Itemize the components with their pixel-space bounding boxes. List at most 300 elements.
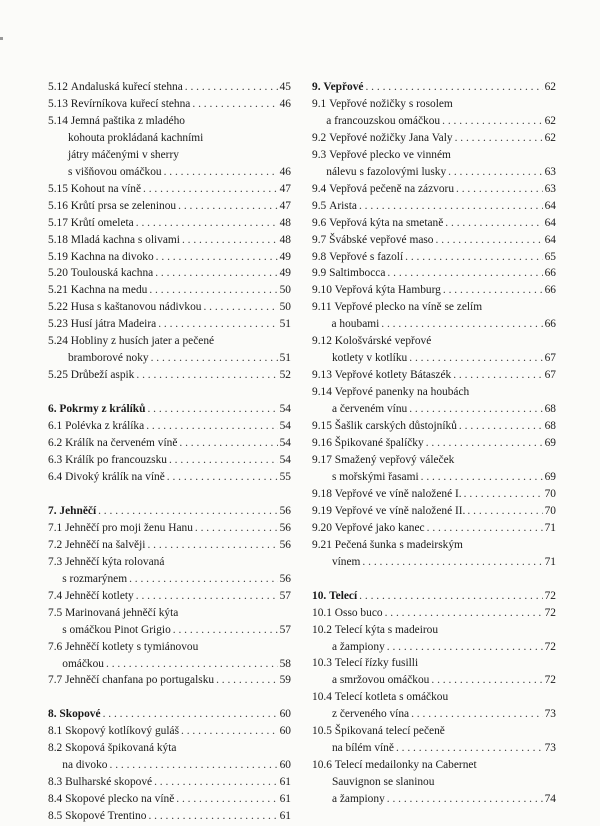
toc-entry: [48, 723, 291, 740]
toc-line: [48, 554, 291, 571]
toc-title: Jehněčí kýta rolovaná: [65, 555, 165, 568]
page-number: 49: [279, 250, 291, 263]
toc-title: Pečená šunka s madeirským: [334, 538, 463, 551]
toc-number: 7.: [48, 504, 57, 517]
toc-title: Saltimbocca: [329, 267, 386, 280]
page-number: 61: [279, 793, 291, 806]
toc-title: Švábské vepřové maso: [329, 233, 434, 246]
toc-title: Vepřová kýta Hamburg: [334, 284, 441, 297]
dot-leader: [436, 232, 543, 249]
toc-title: Krůtí omeleta: [70, 216, 134, 229]
page-number: 67: [544, 369, 556, 382]
toc-line-with-page: [312, 367, 556, 384]
toc-line-with-page: [48, 249, 291, 266]
toc-line-with-page: [312, 503, 556, 520]
dot-leader: [448, 164, 542, 181]
toc-number: 9.12: [312, 335, 332, 348]
toc-title: Jemná paštika z mladého: [70, 114, 185, 127]
toc-number: 10.: [312, 589, 327, 602]
dot-leader: [387, 791, 543, 808]
page-number: 61: [279, 776, 291, 789]
page-number: 46: [279, 165, 291, 178]
dot-leader: [381, 316, 542, 333]
dot-leader: [181, 723, 278, 740]
toc-line-with-page: [48, 452, 291, 469]
toc-title: Osso buco: [334, 606, 383, 619]
toc-line-with-page: [48, 198, 291, 215]
page-number: 56: [279, 572, 291, 585]
toc-entry: [312, 689, 556, 723]
page-number: 47: [279, 199, 291, 212]
dot-leader: [136, 367, 277, 384]
toc-number: 9.5: [312, 199, 327, 212]
page-number: 50: [279, 301, 291, 314]
toc-number: 7.6: [48, 640, 63, 653]
dot-leader: [411, 706, 543, 723]
dot-leader: [185, 79, 278, 96]
toc-title: Vepřové ve víně naložené I.: [334, 487, 462, 500]
page-number: 48: [279, 233, 291, 246]
toc-title: Jehněčí kotlety: [65, 589, 134, 602]
toc-number: 7.3: [48, 555, 63, 568]
toc-number: 5.20: [48, 267, 68, 280]
page-number: 66: [544, 284, 556, 297]
toc-line: [48, 333, 291, 350]
page-number: 72: [544, 606, 556, 619]
toc-entry: [48, 452, 291, 469]
toc-line-with-page: [312, 198, 556, 215]
toc-section: [312, 79, 556, 96]
toc-entry: [312, 418, 556, 435]
toc-entry: [48, 435, 291, 452]
dot-leader: [455, 130, 543, 147]
toc-number: 8.1: [48, 725, 63, 738]
page-number: 66: [544, 318, 556, 331]
dot-leader: [151, 350, 278, 367]
dot-leader: [359, 198, 543, 215]
dot-leader: [106, 656, 278, 673]
toc-title: s višňovou omáčkou: [67, 165, 162, 178]
toc-title: Vepřová kýta na smetaně: [329, 216, 444, 229]
toc-title: Smažený vepřový váleček: [334, 453, 455, 466]
page-number: 70: [544, 504, 556, 517]
dot-leader: [426, 435, 543, 452]
toc-line: [312, 723, 556, 740]
toc-entry: [312, 503, 556, 520]
toc-title: Telecí: [329, 589, 358, 602]
toc-number: 5.14: [48, 114, 68, 127]
toc-entry: [48, 554, 291, 588]
toc-title: Revírníkova kuřecí stehna: [70, 97, 191, 110]
toc-right-column: [312, 79, 556, 808]
toc-number: 9.10: [312, 284, 332, 297]
toc-title: Vepřové jako kanec: [334, 521, 425, 534]
toc-line-with-page: [48, 774, 291, 791]
toc-number: 9.6: [312, 216, 327, 229]
toc-line-with-page: [312, 130, 556, 147]
toc-line-with-page: [312, 418, 556, 435]
toc-section: [312, 588, 556, 605]
toc-section: [48, 401, 291, 418]
dot-leader: [192, 96, 277, 113]
section-gap: [48, 384, 291, 401]
toc-number: 10.6: [312, 759, 332, 772]
toc-title: vínem: [331, 555, 361, 568]
toc-title: Kološvárské vepřové: [334, 335, 432, 348]
dot-leader: [421, 469, 543, 486]
toc-section: [48, 503, 291, 520]
toc-title: Arista: [329, 199, 357, 212]
section-gap: [312, 571, 556, 588]
toc-line-with-page: [48, 503, 291, 520]
toc-line-with-page: [312, 249, 556, 266]
toc-line: [48, 740, 291, 757]
toc-title: Vepřová pečeně na zázvoru: [329, 182, 455, 195]
page-number: 65: [544, 250, 556, 263]
page-number: 62: [544, 81, 556, 93]
toc-title: Bulharské skopové: [65, 776, 153, 789]
toc-entry: [48, 588, 291, 605]
toc-title: Špikované špalíčky: [334, 437, 424, 450]
toc-line-with-page: [312, 164, 556, 181]
page-number: 56: [279, 504, 291, 517]
toc-line-with-page: [48, 282, 291, 299]
toc-number: 5.17: [48, 216, 68, 229]
page-number: 71: [544, 521, 556, 534]
toc-entry: [312, 282, 556, 299]
dot-leader: [167, 469, 278, 486]
toc-title: Pokrmy z králíků: [59, 403, 146, 416]
dot-leader: [169, 452, 278, 469]
toc-title: Telecí řízky fusilli: [334, 657, 419, 670]
toc-line-with-page: [312, 181, 556, 198]
toc-line-with-page: [48, 723, 291, 740]
dot-leader: [443, 282, 543, 299]
page-number: 60: [279, 759, 291, 772]
toc-entry: [312, 367, 556, 384]
toc-number: 9.18: [312, 487, 332, 500]
toc-title: Vepřové plecko ve vinném: [329, 148, 451, 161]
toc-line-with-page: [312, 350, 556, 367]
page-number: 62: [544, 131, 556, 144]
toc-entry: [48, 333, 291, 367]
toc-number: 9.1: [312, 97, 327, 110]
toc-number: 5.23: [48, 318, 68, 331]
dot-leader: [359, 588, 542, 605]
dot-leader: [146, 418, 277, 435]
toc-section: [48, 706, 291, 723]
toc-title: a žampiony: [331, 640, 385, 653]
dot-leader: [409, 350, 542, 367]
toc-entry: [312, 537, 556, 571]
toc-entry: [48, 79, 291, 96]
toc-line-with-page: [312, 316, 556, 333]
toc-line-with-page: [48, 350, 291, 367]
toc-title: Jehněčí chanfana po portugalsku: [65, 674, 215, 687]
toc-line-with-page: [48, 418, 291, 435]
toc-line: [312, 537, 556, 554]
dot-leader: [154, 774, 278, 791]
page-number: 72: [544, 640, 556, 653]
dot-leader: [387, 265, 542, 282]
toc-entry: [48, 740, 291, 774]
page-number: 69: [544, 437, 556, 450]
page-number: 68: [544, 403, 556, 416]
toc-entry: [48, 639, 291, 673]
toc-entry: [312, 215, 556, 232]
toc-entry: [48, 808, 291, 825]
page-number: 63: [544, 165, 556, 178]
toc-title: a smržovou omáčkou: [331, 674, 430, 687]
toc-title: Skopové Trentino: [65, 810, 147, 823]
toc-title: s omáčkou Pinot Grigio: [62, 623, 171, 636]
toc-title: Králík na červeném víně: [65, 437, 178, 450]
toc-line-with-page: [312, 469, 556, 486]
toc-line: [312, 689, 556, 706]
toc-line-with-page: [48, 299, 291, 316]
toc-entry: [312, 486, 556, 503]
toc-line: játry máčenými v sherry: [67, 148, 179, 161]
toc-number: 9.8: [312, 250, 327, 263]
toc-title: kotlety v kotlíku: [331, 352, 408, 365]
page-number: 50: [279, 284, 291, 297]
dot-leader: [155, 265, 277, 282]
toc-entry: [48, 232, 291, 249]
toc-number: 9.20: [312, 521, 332, 534]
dot-leader: [387, 639, 543, 656]
dot-leader: [149, 282, 277, 299]
toc-number: 6.: [48, 403, 57, 416]
dot-leader: [103, 706, 278, 723]
toc-line-with-page: [312, 79, 556, 96]
toc-title: Krůtí prsa se zeleninou: [70, 199, 177, 212]
page-number: 60: [279, 725, 291, 738]
dot-leader: [179, 435, 277, 452]
toc-number: 5.21: [48, 284, 68, 297]
dot-leader: [442, 113, 542, 130]
dot-leader: [445, 215, 542, 232]
toc-number: 9.17: [312, 453, 332, 466]
page-number: 69: [544, 470, 556, 483]
page-number: 57: [279, 623, 291, 636]
page-number: 73: [544, 742, 556, 755]
toc-entry: [48, 265, 291, 282]
page-number: 54: [279, 454, 291, 467]
toc-number: 10.5: [312, 725, 332, 738]
toc-line-with-page: [48, 96, 291, 113]
toc-title: Vepřové nožičky s rosolem: [329, 97, 453, 110]
toc-line: [312, 757, 556, 774]
dot-leader: [362, 554, 542, 571]
toc-line-with-page: [48, 571, 291, 588]
toc-line: [312, 655, 556, 672]
toc-number: 5.18: [48, 233, 68, 246]
toc-line-with-page: [48, 672, 291, 689]
toc-entry: [312, 96, 556, 130]
toc-title: Toulouská kachna: [70, 267, 154, 280]
toc-line-with-page: [312, 605, 556, 622]
toc-line-with-page: [312, 435, 556, 452]
toc-title: Vepřové s fazolí: [329, 250, 404, 263]
toc-line-with-page: [312, 672, 556, 689]
toc-number: 9.16: [312, 437, 332, 450]
toc-line-with-page: [48, 469, 291, 486]
page-number: 58: [279, 657, 291, 670]
toc-number: 9.4: [312, 182, 327, 195]
toc-title: Špikovaná telecí pečeně: [334, 725, 445, 738]
toc-line: [312, 622, 556, 639]
toc-entry: [312, 299, 556, 333]
toc-title: Vepřové ve víně naložené II.: [334, 504, 466, 517]
dot-leader: [464, 486, 543, 503]
toc-line-with-page: [48, 215, 291, 232]
toc-line: [48, 605, 291, 622]
page-number: 68: [544, 420, 556, 433]
toc-entry: [48, 367, 291, 384]
toc-line: [48, 113, 291, 130]
toc-number: 9.13: [312, 369, 332, 382]
toc-entry: [312, 181, 556, 198]
toc-title: a houbami: [331, 318, 380, 331]
toc-entry: [48, 282, 291, 299]
toc-line-with-page: [48, 656, 291, 673]
page-number: 70: [544, 487, 556, 500]
toc-entry: [312, 605, 556, 622]
toc-title: Hobliny z husích jater a pečené: [70, 335, 215, 348]
toc-entry: [48, 774, 291, 791]
toc-line-with-page: [312, 639, 556, 656]
page-number: 63: [544, 182, 556, 195]
toc-number: 8.3: [48, 776, 63, 789]
dot-leader: [385, 605, 543, 622]
toc-number: 6.1: [48, 420, 63, 433]
toc-number: 8.2: [48, 742, 63, 755]
toc-line-with-page: [312, 486, 556, 503]
toc-entry: [48, 198, 291, 215]
toc-number: 9.2: [312, 131, 327, 144]
dot-leader: [182, 232, 278, 249]
dot-leader: [431, 672, 542, 689]
toc-title: Mladá kachna s olivami: [70, 233, 180, 246]
toc-entry: [48, 418, 291, 435]
toc-line: [312, 333, 556, 350]
toc-title: Skopové plecko na víně: [65, 793, 175, 806]
dot-leader: [405, 249, 542, 266]
toc-title: s rozmarýnem: [62, 572, 128, 585]
toc-line-with-page: [312, 520, 556, 537]
toc-number: 8.: [48, 708, 57, 721]
toc-entry: [312, 723, 556, 757]
page-number: 46: [279, 97, 291, 110]
toc-number: 9.: [312, 81, 321, 93]
toc-title: Divoký králík na víně: [65, 470, 165, 483]
toc-number: 6.2: [48, 437, 63, 450]
toc-entry: [312, 249, 556, 266]
page-number: 61: [279, 810, 291, 823]
toc-number: 7.7: [48, 674, 63, 687]
toc-entry: [48, 672, 291, 689]
dot-leader: [456, 181, 543, 198]
toc-entry: [48, 113, 291, 181]
toc-line-with-page: [48, 79, 291, 96]
page-number: 54: [279, 403, 291, 416]
dot-leader: [110, 757, 278, 774]
toc-title: Marinovaná jehněčí kýta: [65, 606, 179, 619]
toc-entry: [312, 333, 556, 367]
toc-title: Telecí kýta s madeirou: [334, 623, 439, 636]
toc-number: 9.3: [312, 148, 327, 161]
toc-entry: [312, 265, 556, 282]
toc-line-with-page: [48, 401, 291, 418]
page-number: 54: [279, 437, 291, 450]
dot-leader: [158, 316, 277, 333]
toc-title: Jehněčí: [59, 504, 97, 517]
toc-line-with-page: [48, 164, 291, 181]
dot-leader: [195, 520, 278, 537]
toc-line-with-page: [48, 622, 291, 639]
page-number: 56: [279, 521, 291, 534]
toc-line-with-page: [312, 588, 556, 605]
toc-entry: [312, 384, 556, 418]
toc-entry: [48, 249, 291, 266]
toc-number: 7.1: [48, 521, 63, 534]
toc-line-with-page: [48, 232, 291, 249]
toc-line-with-page: [312, 791, 556, 808]
dot-leader: [173, 622, 278, 639]
dot-leader: [147, 401, 277, 418]
toc-entry: [48, 469, 291, 486]
toc-title: a žampiony: [331, 793, 385, 806]
toc-title: Vepřové kotlety Bátaszék: [334, 369, 452, 382]
page-number: 60: [279, 708, 291, 721]
dot-leader: [98, 503, 278, 520]
toc-title: na bílém víně: [331, 742, 394, 755]
toc-entry: [48, 181, 291, 198]
dot-leader: [143, 181, 278, 198]
page-number: 57: [279, 589, 291, 602]
toc-title: Vepřové: [323, 81, 364, 93]
page-number: 72: [544, 674, 556, 687]
page-number: 74: [544, 793, 556, 806]
toc-title: Skopové: [59, 708, 101, 721]
toc-left-column: [48, 79, 291, 825]
dot-leader: [427, 520, 543, 537]
page-number: 51: [279, 352, 291, 365]
toc-number: 5.13: [48, 97, 68, 110]
toc-title: Telecí kotleta s omáčkou: [334, 691, 449, 704]
toc-line-with-page: [48, 181, 291, 198]
toc-entry: [312, 232, 556, 249]
toc-number: 6.3: [48, 454, 63, 467]
toc-entry: [312, 622, 556, 656]
toc-number: 9.21: [312, 538, 332, 551]
toc-number: 6.4: [48, 470, 63, 483]
toc-line-with-page: [312, 282, 556, 299]
toc-number: 5.19: [48, 250, 68, 263]
toc-entry: [48, 605, 291, 639]
toc-entry: [312, 130, 556, 147]
page-number: 71: [544, 555, 556, 568]
toc-title: Husa s kaštanovou nádivkou: [70, 301, 202, 314]
toc-title: Vepřové nožičky Jana Valy: [329, 131, 453, 144]
toc-title: omáčkou: [62, 657, 105, 670]
toc-number: 5.24: [48, 335, 68, 348]
page-number: 73: [544, 708, 556, 721]
toc-entry: [312, 655, 556, 689]
page-number: 66: [544, 267, 556, 280]
toc-line: [312, 147, 556, 164]
page-number: 48: [279, 216, 291, 229]
